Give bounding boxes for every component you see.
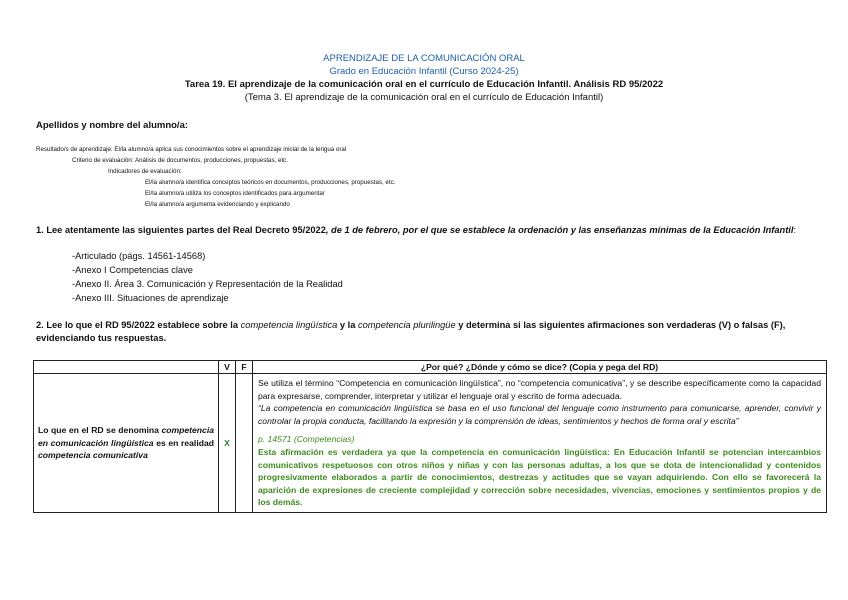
- indicator-item: El/la alumno/a utiliza los conceptos identificados para argumentar: [145, 190, 325, 197]
- statement-term: competencia comunicativa: [38, 450, 148, 461]
- statement-text: Lo que en el RD se denomina: [38, 425, 162, 436]
- indicator-item: El/la alumno/a identifica conceptos teóricos en documentos, producciones, propuestas, etc.: [145, 179, 396, 186]
- answer-conclusion: Esta afirmación es verdadera ya que la competencia en comunicación lingüística: En Educación Infantil se potencian intercambios comunicativos respetuosos con otros niños y niñas y con las personas adultas, a los que se dota de intencionalidad y contenidos progresivamente elaborados a partir de conocimientos, destrezas y actitudes que se vayan adquiriendo. Con ello se favorecerá la aparición de expresiones de creciente complejidad y corrección sobre necesidades, vivencias, emociones y sentimientos propios y de los demás.: [258, 446, 821, 508]
- header-why: ¿Por qué? ¿Dónde y cómo se dice? (Copia y pega del RD): [253, 361, 827, 374]
- answer-table: [33, 360, 827, 513]
- header-false: F: [236, 361, 253, 374]
- answer-reference: p. 14571 (Competencias): [258, 434, 355, 445]
- table-header-row: [34, 361, 827, 374]
- statement-cell: [34, 374, 219, 513]
- statement-text: es en realidad: [153, 437, 214, 448]
- statement-term: competencia en comunicación lingüística: [38, 425, 214, 448]
- list-item: -Anexo II. Área 3. Comunicación y Representación de la Realidad: [72, 279, 343, 289]
- question-1-lead: 1. Lee atentamente las siguientes partes del Real Decreto 95/2022: [36, 225, 326, 235]
- answer-cell[interactable]: [253, 374, 827, 513]
- question-1-end: :: [793, 225, 797, 235]
- list-item: -Anexo III. Situaciones de aprendizaje: [72, 293, 229, 303]
- degree-line: Grado en Educación Infantil (Curso 2024-25): [329, 66, 519, 77]
- question-2-text: y determina si las siguientes afirmaciones son verdaderas (V) o falsas (F), evidenciando tus respuestas.: [36, 320, 786, 343]
- header-true: V: [219, 361, 236, 374]
- question-2-term: competencia lingüística: [240, 320, 338, 330]
- header-statement: [34, 361, 219, 374]
- table-row: [34, 374, 827, 513]
- question-2-text: 2. Lee lo que el RD 95/2022 establece sobre la: [36, 320, 241, 330]
- question-2: [36, 319, 826, 345]
- answer-quote: “La competencia en comunicación lingüística se basa en el uso funcional del lenguaje como instrumento para comunicarse, aprender, convivir y controlar la propia conducta, facilitando la expresión y la comprensión de ideas, sentimientos y hechos de forma oral y escrita”: [258, 403, 821, 426]
- topic-line: (Tema 3. El aprendizaje de la comunicación oral en el currículo de Educación Infantil): [244, 92, 604, 103]
- indicators-label: Indicadores de evaluación:: [108, 168, 182, 175]
- question-2-text: y la: [337, 320, 358, 330]
- task-title: Tarea 19. El aprendizaje de la comunicación oral en el currículo de Educación Infantil. Análisis RD 95/2022: [184, 79, 664, 90]
- answer-intro: Se utiliza el término “Competencia en comunicación lingüística”, no “competencia comunicativa”, y se describe específicamente como la capacidad para expresarse, comprender, interpretar y utilizar el lenguaje oral y escrito de forma adecuada.: [258, 378, 821, 401]
- question-1: [36, 224, 816, 237]
- false-mark-cell[interactable]: [236, 374, 253, 513]
- student-name-label: Apellidos y nombre del alumno/a:: [36, 120, 189, 131]
- subject-title: APRENDIZAJE DE LA COMUNICACIÓN ORAL: [323, 53, 525, 64]
- learning-outcome: Resultado/s de aprendizaje: El/la alumno/a aplica sus conocimientos sobre el aprendizaje inicial de la lengua oral: [36, 146, 347, 153]
- list-item: -Anexo I Competencias clave: [72, 265, 193, 275]
- list-item: -Articulado (págs. 14561-14568): [72, 251, 206, 261]
- question-2-term: competencia plurilingüe: [357, 320, 456, 330]
- true-mark-cell[interactable]: X: [219, 374, 236, 513]
- indicator-item: El/la alumno/a argumenta evidenciando y explicando: [145, 201, 290, 208]
- evaluation-criterion: Criterio de evaluación: Análisis de documentos, producciones, propuestas, etc.: [72, 157, 288, 164]
- question-1-decree-title: , de 1 de febrero, por el que se establece la ordenación y las enseñanzas mínimas de la Educación Infantil: [325, 225, 794, 235]
